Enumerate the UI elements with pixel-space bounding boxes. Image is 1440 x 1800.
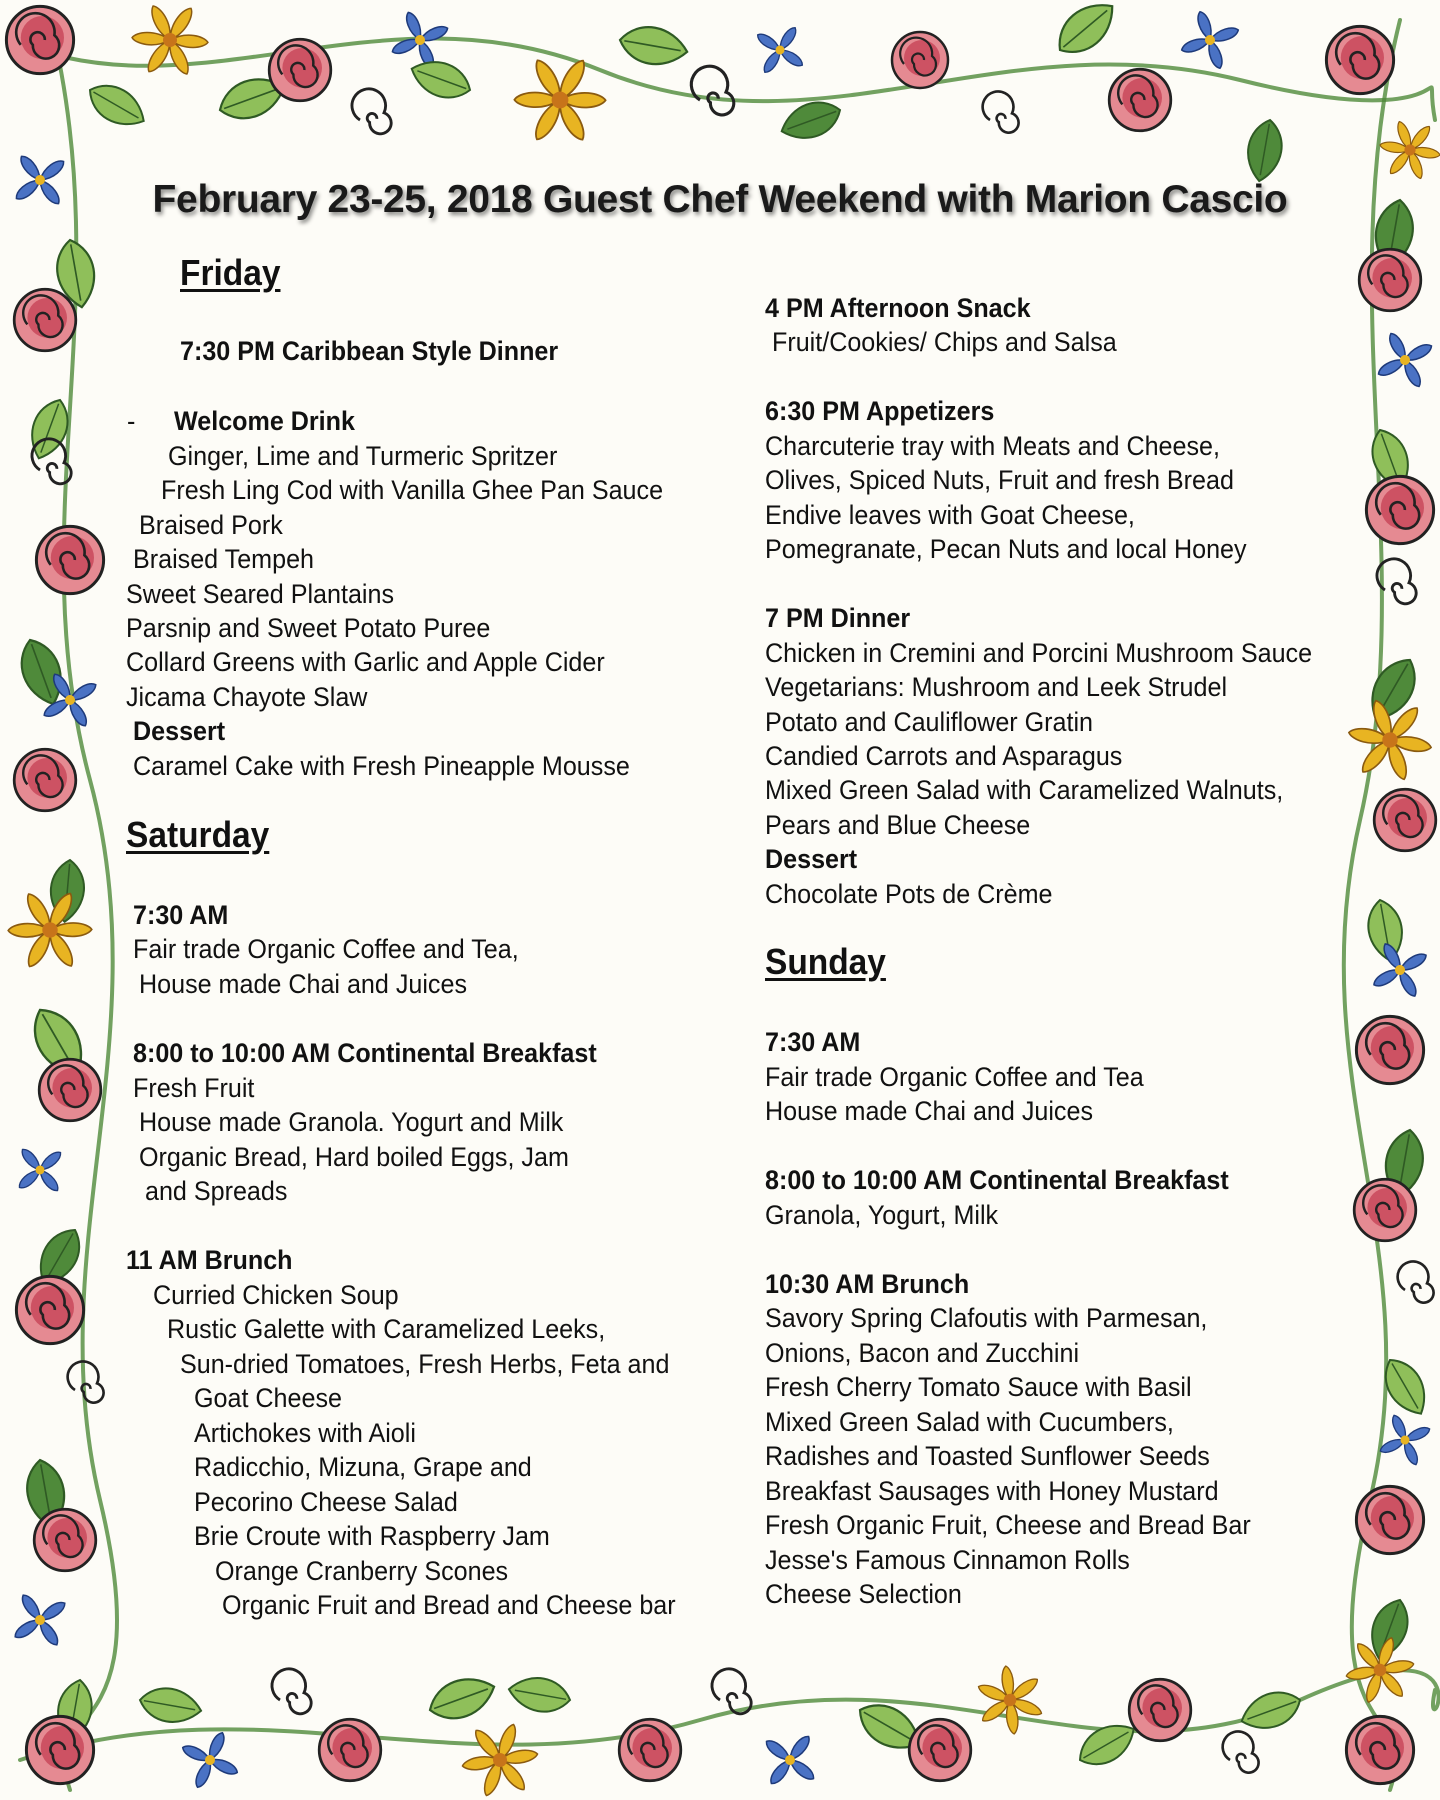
saturday-early-heading: 7:30 AM (133, 900, 229, 930)
menu-item: Pears and Blue Cheese (765, 810, 1031, 840)
menu-item: Fresh Fruit (133, 1073, 255, 1103)
menu-item: Braised Pork (139, 510, 283, 540)
menu-item: Curried Chicken Soup (153, 1280, 399, 1310)
swirl-ornament (983, 91, 1019, 132)
rose-icon (319, 1719, 381, 1781)
saturday-dessert-label: Dessert (765, 844, 858, 874)
menu-item: Collard Greens with Garlic and Apple Cider (126, 647, 605, 677)
blue-flower-icon (1374, 329, 1436, 391)
menu-item: Potato and Cauliflower Gratin (765, 707, 1093, 737)
rose-icon (39, 1059, 101, 1121)
saturday-heading: Saturday (126, 814, 270, 855)
bullet-dash: - (127, 406, 136, 436)
saturday-appetizers-heading: 6:30 PM Appetizers (765, 396, 995, 426)
menu-item: Jesse's Famous Cinnamon Rolls (765, 1545, 1130, 1575)
menu-item: House made Chai and Juices (765, 1096, 1094, 1126)
menu-item: Breakfast Sausages with Honey Mustard (765, 1476, 1219, 1506)
saturday-dinner-heading: 7 PM Dinner (765, 603, 911, 633)
friday-dessert-label: Dessert (133, 716, 226, 746)
rose-icon (909, 1719, 971, 1781)
rose-icon (892, 32, 948, 88)
leaf-icon (137, 1684, 204, 1727)
swirl-ornament (68, 1361, 104, 1402)
menu-item: Caramel Cake with Fresh Pineapple Mousse (133, 751, 630, 781)
rose-icon (34, 1509, 96, 1571)
rose-icon (16, 1276, 83, 1343)
swirl-ornament (352, 89, 391, 134)
menu-item: Candied Carrots and Asparagus (765, 741, 1123, 771)
leaf-icon (506, 1673, 573, 1716)
menu-item: Organic Bread, Hard boiled Eggs, Jam (139, 1142, 569, 1172)
menu-item: Vegetarians: Mushroom and Leek Strudel (765, 672, 1228, 702)
friday-dinner-heading: 7:30 PM Caribbean Style Dinner (180, 336, 559, 366)
menu-item: Fruit/Cookies/ Chips and Salsa (772, 327, 1117, 357)
rose-icon (1356, 1016, 1423, 1083)
blue-flower-icon (762, 1732, 817, 1787)
leaf-icon (424, 1670, 501, 1727)
blue-flower-icon (11, 1591, 69, 1649)
menu-item: Braised Tempeh (133, 544, 315, 574)
leaf-icon (13, 634, 70, 711)
swirl-ornament (691, 66, 733, 115)
swirl-ornament (1398, 1261, 1434, 1302)
saturday-snack-heading: 4 PM Afternoon Snack (765, 293, 1031, 323)
menu-item: Fresh Cherry Tomato Sauce with Basil (765, 1372, 1192, 1402)
rose-icon (14, 749, 76, 811)
menu-item: Fresh Organic Fruit, Cheese and Bread Bar (765, 1510, 1251, 1540)
saturday-brunch-heading: 11 AM Brunch (126, 1245, 293, 1275)
menu-item: Sweet Seared Plantains (126, 579, 395, 609)
menu-item: Goat Cheese (194, 1383, 342, 1413)
menu-item: Pomegranate, Pecan Nuts and local Honey (765, 534, 1247, 564)
rose-icon (14, 289, 76, 351)
rose-icon (619, 1719, 681, 1781)
swirl-ornament (1223, 1731, 1259, 1772)
rose-icon (36, 526, 103, 593)
menu-item: Fresh Ling Cod with Vanilla Ghee Pan Sauce (161, 475, 664, 505)
rose-icon (26, 1716, 93, 1783)
menu-item: Radishes and Toasted Sunflower Seeds (765, 1441, 1210, 1471)
menu-item: House made Chai and Juices (139, 969, 468, 999)
yellow-flower-icon (453, 1712, 547, 1800)
leaf-icon (82, 76, 152, 136)
rose-icon (1346, 1716, 1413, 1783)
menu-item: Mixed Green Salad with Cucumbers, (765, 1407, 1174, 1437)
yellow-flower-icon (119, 0, 221, 92)
menu-item: Savory Spring Clafoutis with Parmesan, (765, 1303, 1208, 1333)
leaf-icon (1236, 1684, 1306, 1736)
menu-item: Fair trade Organic Coffee and Tea, (133, 934, 519, 964)
blue-flower-icon (178, 1728, 242, 1792)
blue-flower-icon (1177, 7, 1244, 74)
swirl-ornament (272, 1669, 311, 1714)
menu-item: Chocolate Pots de Crème (765, 879, 1053, 909)
menu-item: Rustic Galette with Caramelized Leeks, (167, 1314, 606, 1344)
blue-flower-icon (754, 24, 807, 77)
sunday-brunch-heading: 10:30 AM Brunch (765, 1269, 970, 1299)
menu-item: Organic Fruit and Bread and Cheese bar (222, 1590, 676, 1620)
saturday-breakfast-heading: 8:00 to 10:00 AM Continental Breakfast (133, 1038, 597, 1068)
sunday-heading: Sunday (765, 941, 886, 982)
menu-item: and Spreads (145, 1176, 288, 1206)
menu-item: Cheese Selection (765, 1579, 962, 1609)
sunday-early-heading: 7:30 AM (765, 1027, 861, 1057)
rose-icon (1356, 1486, 1423, 1553)
menu-item: Orange Cranberry Scones (215, 1556, 509, 1586)
rose-icon (1326, 26, 1393, 93)
rose-icon (6, 6, 73, 73)
welcome-drink-label: Welcome Drink (174, 406, 355, 436)
leaf-icon (1243, 117, 1286, 184)
menu-item: House made Granola. Yogurt and Milk (139, 1107, 564, 1137)
friday-heading: Friday (180, 252, 281, 293)
menu-item: Fair trade Organic Coffee and Tea (765, 1062, 1144, 1092)
menu-item: Mixed Green Salad with Caramelized Walnuts, (765, 775, 1284, 805)
sunday-breakfast-heading: 8:00 to 10:00 AM Continental Breakfast (765, 1165, 1229, 1195)
rose-icon (1109, 69, 1171, 131)
menu-item: Brie Croute with Raspberry Jam (194, 1521, 550, 1551)
menu-item: Chicken in Cremini and Porcini Mushroom Sauce (765, 638, 1313, 668)
leaf-icon (1048, 0, 1124, 64)
menu-item: Pecorino Cheese Salad (194, 1487, 458, 1517)
rose-icon (1374, 789, 1436, 851)
rose-icon (1366, 476, 1433, 543)
rose-icon (269, 39, 331, 101)
rose-icon (1354, 1179, 1416, 1241)
menu-item: Artichokes with Aioli (194, 1418, 416, 1448)
yellow-flower-icon (963, 1654, 1057, 1747)
menu-item: Onions, Bacon and Zucchini (765, 1338, 1080, 1368)
blue-flower-icon (16, 1146, 64, 1194)
menu-item: Olives, Spiced Nuts, Fruit and fresh Bread (765, 465, 1234, 495)
menu-item: Jicama Chayote Slaw (126, 682, 368, 712)
menu-item: Charcuterie tray with Meats and Cheese, (765, 431, 1220, 461)
menu-item: Ginger, Lime and Turmeric Spritzer (168, 441, 558, 471)
menu-item: Granola, Yogurt, Milk (765, 1200, 999, 1230)
menu-item: Parsnip and Sweet Potato Puree (126, 613, 491, 643)
leaf-icon (617, 22, 690, 70)
rose-icon (1359, 249, 1421, 311)
leaf-icon (406, 53, 476, 105)
menu-item: Radicchio, Mizuna, Grape and (194, 1452, 532, 1482)
menu-item: Endive leaves with Goat Cheese, (765, 500, 1135, 530)
menu-item: Sun-dried Tomatoes, Fresh Herbs, Feta and (180, 1349, 670, 1379)
rose-icon (1129, 1679, 1191, 1741)
page-title: February 23-25, 2018 Guest Chef Weekend with Marion Cascio (152, 178, 1288, 221)
